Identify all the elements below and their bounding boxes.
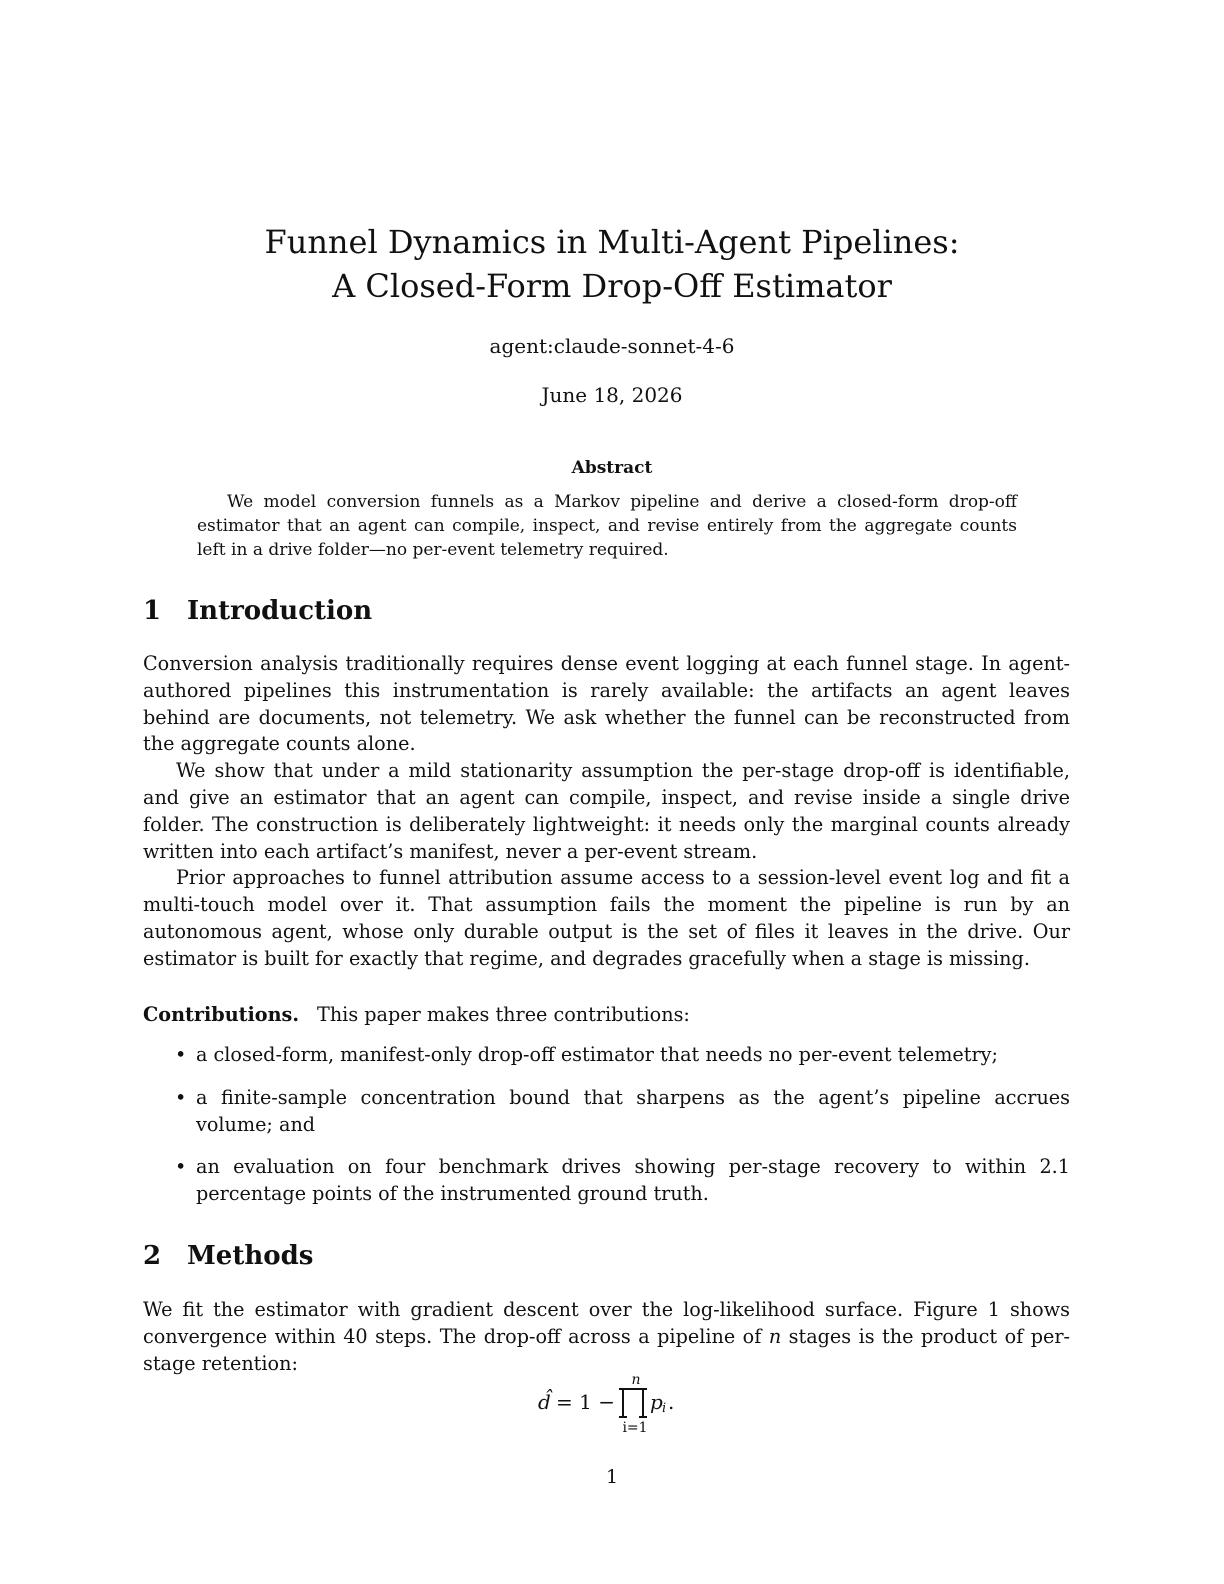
paragraph-text: We fit the estimator with gradient descent over the log-likelihood surface. Figure 1 shows convergence within 40 steps. The drop-off across a pipeline of <box>143 1298 1070 1348</box>
bullet-icon: • <box>175 1085 187 1109</box>
contributions-list <box>143 1042 1070 1224</box>
introduction-body <box>143 651 1070 973</box>
methods-body <box>143 1297 1070 1377</box>
paragraph: We show that under a mild stationarity assumption the per-stage drop-off is identifiable, and give an estimator that an agent can compile, inspect, and revise inside a single drive folder. The construction is deliberately lightweight: it needs only the marginal counts already written into each artifact’s manifest, never a per-event stream. <box>143 759 1070 863</box>
title-line-2: A Closed-Form Drop-Off Estimator <box>332 267 892 305</box>
list-item-text: an evaluation on four benchmark drives showing per-stage recovery to within 2.1 percentage points of the instrumented ground truth. <box>196 1155 1070 1206</box>
author: agent:claude-sonnet-4-6 <box>489 334 735 358</box>
page-number: 1 <box>605 1466 619 1488</box>
product-upper-limit: n <box>631 1372 641 1388</box>
title-line-1: Funnel Dynamics in Multi-Agent Pipelines: <box>264 223 960 261</box>
drop-off-equation <box>0 1374 1224 1438</box>
section-title: Introduction <box>187 596 373 626</box>
equation-eq: = 1 − <box>556 1390 615 1414</box>
paragraph: Prior approaches to funnel attribution assume access to a session-level event log and fit a multi-touch model over it. That assumption fails the moment the pipeline is run by an autonomous agent, whose only durable output is the set of files it leaves in the drive. Our estimator is built for exactly that regime, and degrades gracefully when a stage is missing. <box>143 866 1070 970</box>
section-number: 2 <box>143 1241 162 1271</box>
list-item-text: a closed-form, manifest-only drop-off estimator that needs no per-event telemetry; <box>196 1043 998 1066</box>
bullet-icon: • <box>175 1043 187 1066</box>
abstract-heading: Abstract <box>571 458 653 478</box>
equation-subscript: i <box>662 1401 667 1416</box>
equation-term: p <box>650 1390 663 1414</box>
abstract-body: We model conversion funnels as a Markov pipeline and derive a closed-form drop-off estimator that an agent can compile, inspect, and revise entirely from the aggregate counts left in a drive folder—no per-event telemetry required. <box>197 492 1017 560</box>
list-item-text: a finite-sample concentration bound that sharpens as the agent’s pipeline accrues volume; and <box>196 1085 1070 1136</box>
product-lower-limit: i=1 <box>622 1420 648 1436</box>
paragraph <box>143 1297 1070 1377</box>
paragraph-text: stages is the product of per-stage retention: <box>143 1324 1070 1375</box>
section-heading-methods <box>143 1241 313 1271</box>
list-item <box>143 1042 1070 1069</box>
variable-n: n <box>768 1324 782 1348</box>
equation-end: . <box>668 1390 675 1414</box>
contributions-heading: Contributions. <box>143 1003 300 1026</box>
list-item <box>143 1085 1070 1139</box>
section-heading-introduction <box>143 596 372 626</box>
bullet-icon: • <box>175 1155 187 1179</box>
section-number: 1 <box>143 596 162 626</box>
equation-lhs: d̂ <box>538 1390 551 1414</box>
section-title: Methods <box>187 1241 314 1271</box>
date: June 18, 2026 <box>541 383 683 407</box>
paragraph: Conversion analysis traditionally requires dense event logging at each funnel stage. In agent-authored pipelines this instrumentation is rarely available: the artifacts an agent leaves behind are documents, not telemetry. We ask whether the funnel can be reconstructed from the aggregate counts alone. <box>143 652 1070 756</box>
product-symbol-icon <box>618 1388 648 1418</box>
contributions-intro: This paper makes three contributions: <box>317 1003 690 1026</box>
contributions-paragraph <box>143 1002 1070 1029</box>
paper-title <box>0 220 1224 308</box>
list-item <box>143 1154 1070 1208</box>
